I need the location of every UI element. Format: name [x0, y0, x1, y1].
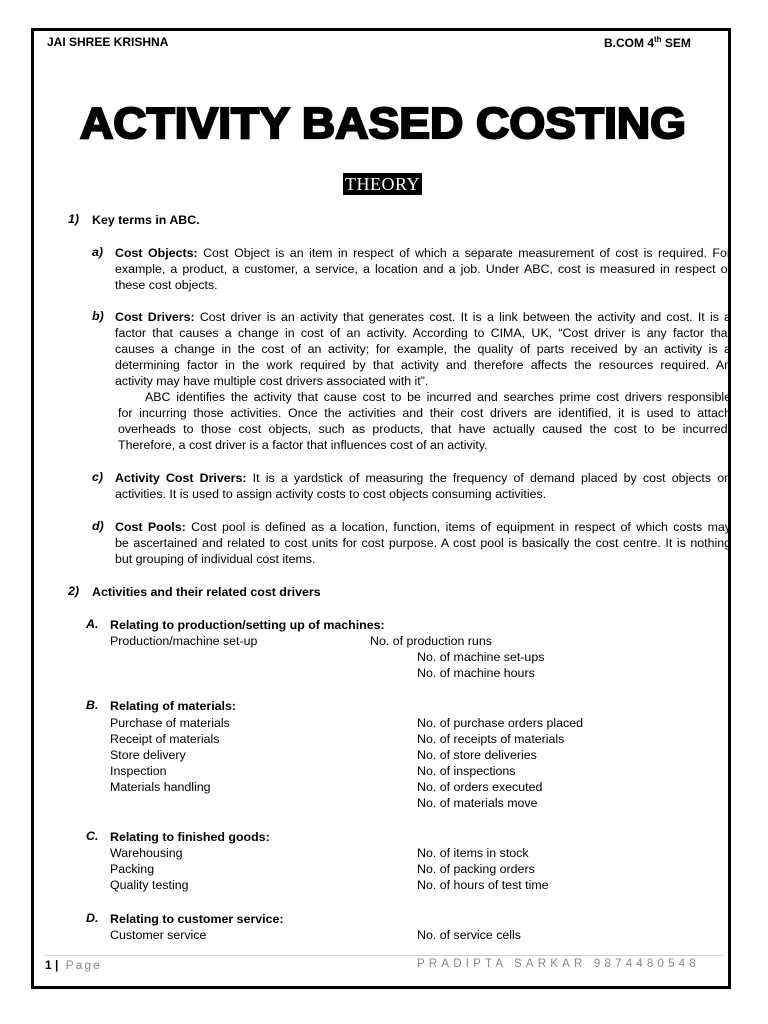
- activity-name: Purchase of materials: [110, 716, 230, 730]
- paragraph-line: Cost Pools: Cost pool is defined as a location, function, items of equipment in respect of which costs may: [115, 520, 731, 534]
- paragraph-line: Activity Cost Drivers: It is a yardstick of measuring the frequency of demand placed by cost objects on: [115, 471, 732, 485]
- item-label: a): [92, 245, 104, 259]
- paragraph-line: for incurring those activities. Once the activities and their cost drivers are identified, it is used to attach: [118, 406, 731, 420]
- paragraph-line: be ascertained and related to cost units for cost purpose. A cost pool is basically the cost centre. It is nothing: [115, 536, 731, 550]
- footer-divider: [44, 955, 724, 956]
- cost-driver: No. of production runs: [370, 634, 492, 648]
- cost-driver: No. of orders executed: [417, 780, 543, 794]
- subsection-label: A.: [86, 617, 99, 631]
- paragraph-line: these cost objects.: [115, 278, 218, 292]
- subsection-label: B.: [86, 698, 99, 712]
- paragraph-line: factor that causes a change in cost of an activity. According to CIMA, UK, “Cost driver is any factor that: [115, 326, 731, 340]
- section-number: 1): [68, 212, 80, 226]
- cost-driver: No. of store deliveries: [417, 748, 537, 762]
- paragraph-line: Cost Drivers: Cost driver is an activity that generates cost. It is a link between the activity and cost. It is a: [115, 310, 732, 324]
- activity-name: Quality testing: [110, 878, 189, 892]
- activity-name: Inspection: [110, 764, 167, 778]
- item-label: c): [92, 470, 104, 484]
- paragraph-line: activities. It is used to assign activity costs to cost objects consuming activities.: [115, 487, 547, 501]
- paragraph-line: but grouping of individual cost items.: [115, 552, 316, 566]
- activity-name: Materials handling: [110, 780, 211, 794]
- page-indicator: 1 | Page: [45, 958, 102, 972]
- activity-name: Customer service: [110, 928, 207, 942]
- cost-driver: No. of packing orders: [417, 862, 535, 876]
- activity-name: Warehousing: [110, 846, 183, 860]
- cost-driver: No. of machine hours: [417, 666, 535, 680]
- activity-name: Packing: [110, 862, 155, 876]
- paragraph-line: determining factor in the work required by that activity and therefore affects the resources required. An: [115, 358, 731, 372]
- section-heading: Key terms in ABC.: [92, 213, 200, 227]
- subsection-label: C.: [86, 829, 99, 843]
- paragraph-line: overheads to those cost objects, such as products, that have actually caused the cost to be incurred.: [118, 422, 731, 436]
- paragraph-line: Therefore, a cost driver is a factor that influences cost of an activity.: [118, 438, 488, 452]
- section-heading: Activities and their related cost drivers: [92, 585, 321, 599]
- activity-name: Production/machine set-up: [110, 634, 258, 648]
- footer-author: PRADIPTA SARKAR 9874480548: [417, 958, 700, 970]
- subsection-heading: Relating of materials:: [110, 699, 236, 713]
- subsection-heading: Relating to finished goods:: [110, 830, 270, 844]
- cost-driver: No. of inspections: [417, 764, 516, 778]
- paragraph-line: example, a product, a customer, a service, a location and a job. Under ABC, cost is measured in respect of: [115, 262, 731, 276]
- subsection-heading: Relating to production/setting up of machines:: [110, 618, 385, 632]
- paragraph-line: ABC identifies the activity that cause cost to be incurred and searches prime cost drivers responsible: [145, 390, 731, 404]
- subsection-label: D.: [86, 911, 99, 925]
- subsection-heading: Relating to customer service:: [110, 912, 284, 926]
- item-label: d): [92, 519, 104, 533]
- cost-driver: No. of receipts of materials: [417, 732, 565, 746]
- cost-driver: No. of purchase orders placed: [417, 716, 583, 730]
- cost-driver: No. of items in stock: [417, 846, 529, 860]
- activity-name: Store delivery: [110, 748, 186, 762]
- cost-driver: No. of materials move: [417, 796, 538, 810]
- item-label: b): [92, 309, 104, 323]
- paragraph-line: causes a change in the cost of an activity; for example, the quality of parts received by an activity is a: [115, 342, 731, 356]
- svg-text:ACTIVITY BASED COSTING: ACTIVITY BASED COSTING: [80, 99, 686, 148]
- section-number: 2): [68, 584, 80, 598]
- cost-driver: No. of hours of test time: [417, 878, 549, 892]
- cost-driver: No. of machine set-ups: [417, 650, 545, 664]
- paragraph-line: activity may have multiple cost drivers associated with it”.: [115, 374, 429, 388]
- theory-label: THEORY: [345, 174, 420, 194]
- cost-driver: No. of service cells: [417, 928, 521, 942]
- header-left: JAI SHREE KRISHNA: [47, 35, 169, 49]
- activity-name: Receipt of materials: [110, 732, 220, 746]
- paragraph-line: Cost Objects: Cost Object is an item in respect of which a separate measurement of cost is required. For: [115, 246, 731, 260]
- document-title: [76, 94, 690, 150]
- header-right: B.COM 4th SEM: [604, 35, 691, 50]
